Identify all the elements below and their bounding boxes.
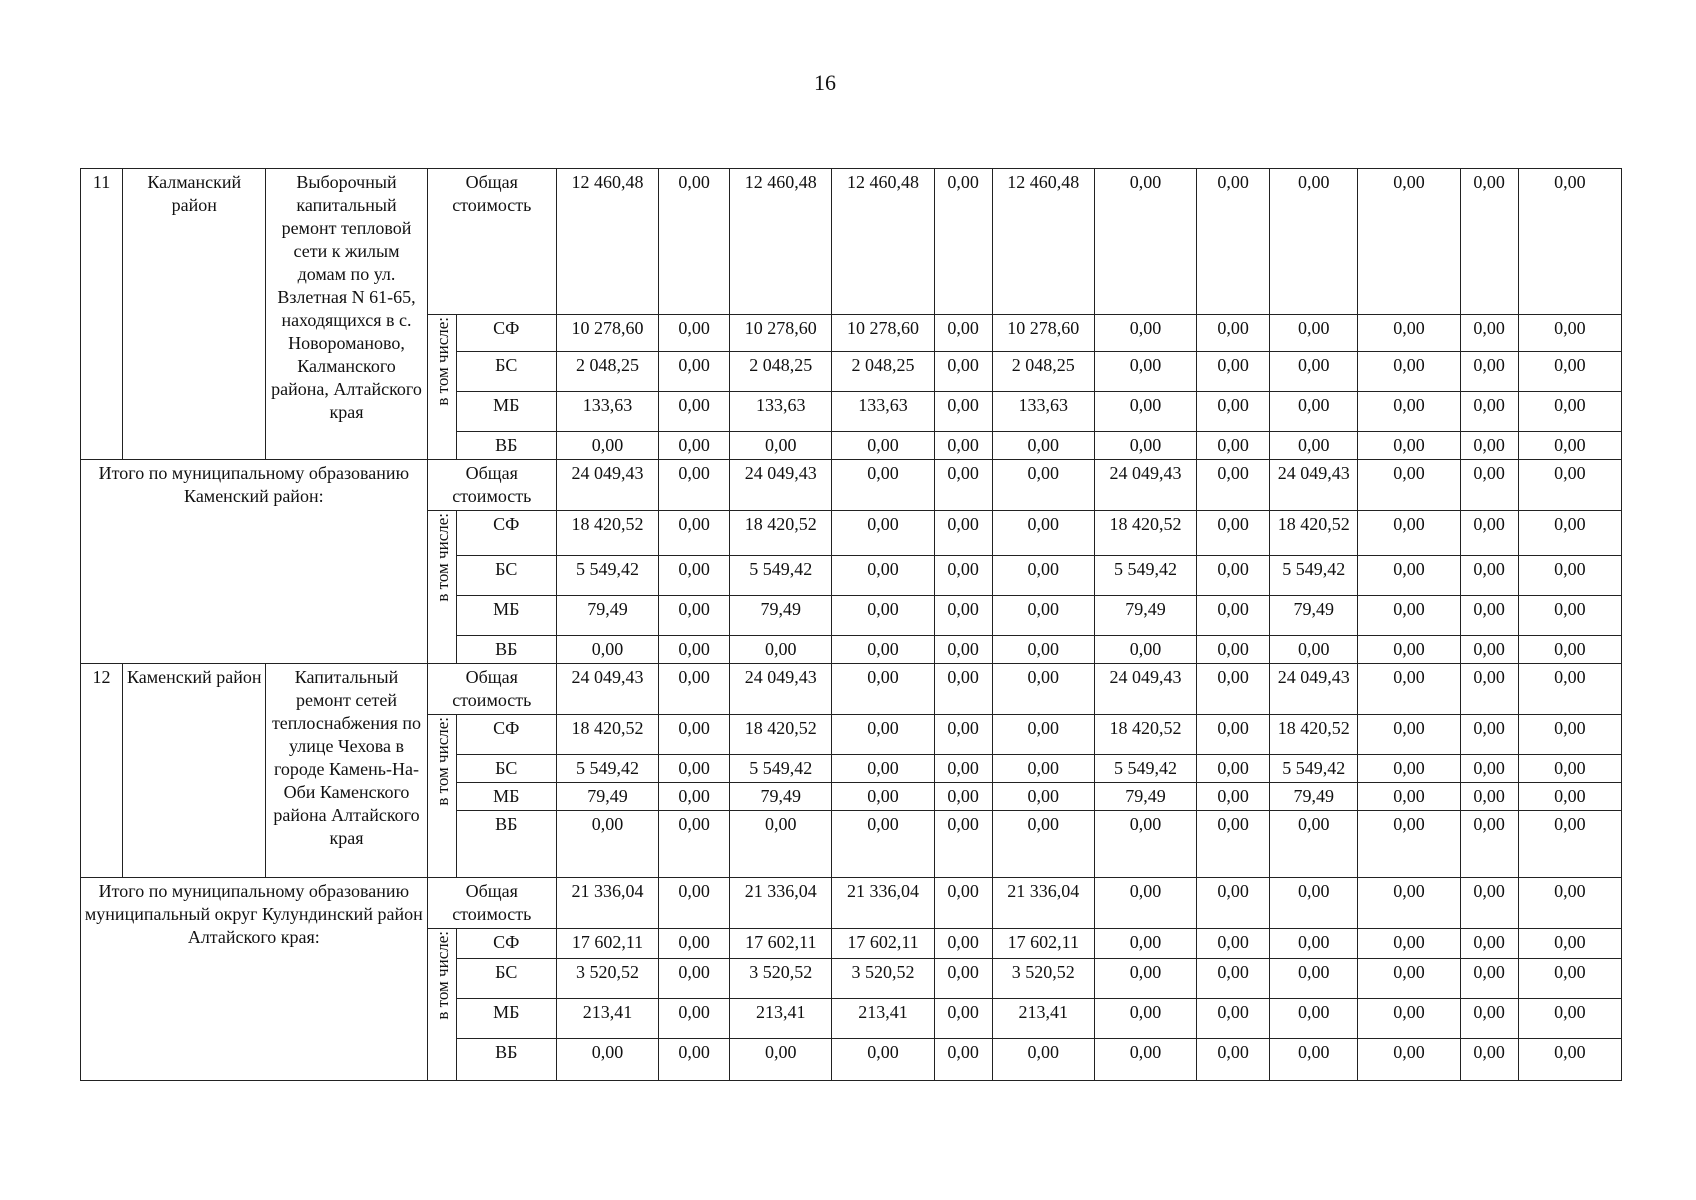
value-cell: 0,00 [1270, 432, 1358, 460]
value-cell: 0,00 [992, 432, 1094, 460]
object-name: Выборочный капитальный ремонт тепловой сети к жилым домам по ул. Взлетная N 61-65, находящихся в с. Новороманово, Калманского района, Алтайского края [266, 169, 427, 460]
value-cell: 3 520,52 [992, 959, 1094, 999]
value-cell: 0,00 [934, 959, 992, 999]
district-name: Калманский район [123, 169, 266, 460]
value-cell: 0,00 [1197, 596, 1270, 636]
source-label-bs: БС [456, 352, 556, 392]
total-cost-label: Общая стоимость [427, 460, 556, 511]
value-cell: 0,00 [934, 315, 992, 352]
source-label-bs: БС [456, 755, 556, 783]
table-row [81, 460, 1622, 511]
district-name: Каменский район [123, 664, 266, 878]
value-cell: 0,00 [1460, 596, 1518, 636]
value-cell: 79,49 [1270, 596, 1358, 636]
value-cell: 0,00 [934, 811, 992, 878]
value-cell: 0,00 [1358, 511, 1460, 556]
value-cell: 0,00 [1270, 636, 1358, 664]
including-label-cell [427, 715, 456, 878]
value-cell: 5 549,42 [1270, 556, 1358, 596]
value-cell: 0,00 [1197, 715, 1270, 755]
value-cell: 0,00 [1518, 878, 1621, 929]
value-cell: 18 420,52 [556, 715, 658, 755]
value-cell: 12 460,48 [556, 169, 658, 315]
value-cell: 0,00 [934, 878, 992, 929]
value-cell: 0,00 [992, 636, 1094, 664]
value-cell: 0,00 [992, 596, 1094, 636]
value-cell: 0,00 [1094, 315, 1196, 352]
value-cell: 0,00 [992, 460, 1094, 511]
value-cell: 0,00 [934, 556, 992, 596]
table-row [81, 878, 1622, 929]
value-cell: 0,00 [1358, 315, 1460, 352]
value-cell: 0,00 [1197, 811, 1270, 878]
value-cell: 0,00 [1197, 878, 1270, 929]
value-cell: 0,00 [1270, 878, 1358, 929]
value-cell: 0,00 [556, 432, 658, 460]
value-cell: 2 048,25 [832, 352, 934, 392]
value-cell: 0,00 [1094, 636, 1196, 664]
value-cell: 0,00 [1197, 511, 1270, 556]
value-cell: 12 460,48 [730, 169, 832, 315]
value-cell: 0,00 [556, 811, 658, 878]
value-cell: 0,00 [659, 511, 730, 556]
value-cell: 18 420,52 [730, 715, 832, 755]
value-cell: 0,00 [1270, 169, 1358, 315]
value-cell: 213,41 [992, 999, 1094, 1039]
value-cell: 79,49 [556, 783, 658, 811]
value-cell: 24 049,43 [730, 664, 832, 715]
value-cell: 5 549,42 [1094, 556, 1196, 596]
value-cell: 0,00 [1197, 636, 1270, 664]
value-cell: 5 549,42 [556, 556, 658, 596]
value-cell: 17 602,11 [992, 929, 1094, 959]
value-cell: 0,00 [659, 999, 730, 1039]
value-cell: 0,00 [934, 999, 992, 1039]
value-cell: 0,00 [1518, 1039, 1621, 1081]
source-label-sf: СФ [456, 511, 556, 556]
value-cell: 0,00 [659, 315, 730, 352]
source-label-bs: БС [456, 556, 556, 596]
source-label-mb: МБ [456, 596, 556, 636]
source-label-sf: СФ [456, 929, 556, 959]
value-cell: 0,00 [659, 636, 730, 664]
value-cell: 0,00 [934, 715, 992, 755]
value-cell: 0,00 [1358, 432, 1460, 460]
value-cell: 0,00 [1197, 169, 1270, 315]
value-cell: 0,00 [1460, 511, 1518, 556]
page-number: 16 [814, 70, 836, 95]
value-cell: 0,00 [1358, 959, 1460, 999]
value-cell: 0,00 [1518, 315, 1621, 352]
value-cell: 0,00 [659, 715, 730, 755]
value-cell: 79,49 [556, 596, 658, 636]
value-cell: 24 049,43 [556, 664, 658, 715]
source-label-bs: БС [456, 959, 556, 999]
value-cell: 21 336,04 [556, 878, 658, 929]
value-cell: 21 336,04 [832, 878, 934, 929]
value-cell: 0,00 [934, 755, 992, 783]
value-cell: 5 549,42 [730, 556, 832, 596]
value-cell: 0,00 [1358, 1039, 1460, 1081]
value-cell: 24 049,43 [556, 460, 658, 511]
value-cell: 0,00 [1358, 999, 1460, 1039]
financing-table [80, 168, 1622, 1081]
value-cell: 0,00 [1358, 783, 1460, 811]
value-cell: 0,00 [659, 392, 730, 432]
row-number: 12 [81, 664, 123, 878]
value-cell: 18 420,52 [1094, 511, 1196, 556]
total-cost-label: Общая стоимость [427, 169, 556, 315]
value-cell: 79,49 [730, 596, 832, 636]
value-cell: 0,00 [1518, 460, 1621, 511]
value-cell: 0,00 [832, 596, 934, 636]
value-cell: 0,00 [1518, 352, 1621, 392]
value-cell: 0,00 [1270, 315, 1358, 352]
source-label-sf: СФ [456, 315, 556, 352]
value-cell: 0,00 [1358, 811, 1460, 878]
value-cell: 0,00 [1094, 811, 1196, 878]
value-cell: 0,00 [1358, 636, 1460, 664]
value-cell: 0,00 [1270, 929, 1358, 959]
value-cell: 0,00 [1518, 636, 1621, 664]
value-cell: 0,00 [659, 783, 730, 811]
value-cell: 0,00 [659, 169, 730, 315]
value-cell: 10 278,60 [992, 315, 1094, 352]
value-cell: 213,41 [556, 999, 658, 1039]
source-label-mb: МБ [456, 999, 556, 1039]
value-cell: 0,00 [1197, 392, 1270, 432]
value-cell: 0,00 [1518, 929, 1621, 959]
source-label-sf: СФ [456, 715, 556, 755]
value-cell: 0,00 [1358, 755, 1460, 783]
value-cell: 0,00 [1197, 959, 1270, 999]
value-cell: 0,00 [1197, 1039, 1270, 1081]
including-label-cell [427, 315, 456, 460]
value-cell: 12 460,48 [832, 169, 934, 315]
value-cell: 2 048,25 [992, 352, 1094, 392]
value-cell: 0,00 [1460, 169, 1518, 315]
value-cell: 0,00 [1460, 878, 1518, 929]
value-cell: 0,00 [992, 511, 1094, 556]
value-cell: 0,00 [992, 664, 1094, 715]
value-cell: 0,00 [934, 460, 992, 511]
value-cell: 0,00 [1270, 1039, 1358, 1081]
value-cell: 0,00 [832, 432, 934, 460]
value-cell: 0,00 [1518, 556, 1621, 596]
value-cell: 0,00 [1460, 664, 1518, 715]
value-cell: 0,00 [1460, 755, 1518, 783]
value-cell: 133,63 [730, 392, 832, 432]
value-cell: 17 602,11 [730, 929, 832, 959]
total-cost-label: Общая стоимость [427, 878, 556, 929]
table-row [81, 664, 1622, 715]
value-cell: 21 336,04 [992, 878, 1094, 929]
subtotal-title: Итого по муниципальному образованию Каменский район: [81, 460, 428, 664]
value-cell: 0,00 [934, 392, 992, 432]
value-cell: 0,00 [1358, 392, 1460, 432]
value-cell: 0,00 [659, 959, 730, 999]
value-cell: 0,00 [1358, 596, 1460, 636]
value-cell: 0,00 [934, 352, 992, 392]
value-cell: 0,00 [832, 715, 934, 755]
value-cell: 0,00 [1358, 460, 1460, 511]
value-cell: 0,00 [659, 596, 730, 636]
value-cell: 0,00 [1358, 664, 1460, 715]
value-cell: 0,00 [832, 783, 934, 811]
source-label-vb: ВБ [456, 636, 556, 664]
value-cell: 0,00 [1358, 169, 1460, 315]
value-cell: 0,00 [1460, 929, 1518, 959]
value-cell: 5 549,42 [1270, 755, 1358, 783]
value-cell: 0,00 [1094, 878, 1196, 929]
including-label: в том числе: [432, 317, 452, 406]
value-cell: 2 048,25 [730, 352, 832, 392]
value-cell: 0,00 [730, 636, 832, 664]
including-label-cell [427, 929, 456, 1081]
value-cell: 0,00 [1518, 432, 1621, 460]
value-cell: 3 520,52 [556, 959, 658, 999]
value-cell: 5 549,42 [1094, 755, 1196, 783]
value-cell: 0,00 [659, 755, 730, 783]
value-cell: 0,00 [1460, 715, 1518, 755]
value-cell: 0,00 [1358, 878, 1460, 929]
value-cell: 10 278,60 [556, 315, 658, 352]
including-label: в том числе: [432, 931, 452, 1020]
value-cell: 0,00 [1358, 929, 1460, 959]
value-cell: 0,00 [1518, 811, 1621, 878]
value-cell: 0,00 [1460, 636, 1518, 664]
value-cell: 0,00 [934, 783, 992, 811]
source-label-vb: ВБ [456, 811, 556, 878]
source-label-mb: МБ [456, 392, 556, 432]
value-cell: 0,00 [1197, 783, 1270, 811]
value-cell: 0,00 [659, 432, 730, 460]
value-cell: 0,00 [659, 556, 730, 596]
value-cell: 0,00 [1460, 783, 1518, 811]
value-cell: 0,00 [832, 636, 934, 664]
value-cell: 0,00 [659, 878, 730, 929]
value-cell: 21 336,04 [730, 878, 832, 929]
value-cell: 24 049,43 [1270, 664, 1358, 715]
value-cell: 3 520,52 [730, 959, 832, 999]
value-cell: 79,49 [730, 783, 832, 811]
value-cell: 0,00 [730, 432, 832, 460]
value-cell: 0,00 [1197, 929, 1270, 959]
value-cell: 0,00 [934, 636, 992, 664]
value-cell: 0,00 [1518, 783, 1621, 811]
value-cell: 79,49 [1270, 783, 1358, 811]
value-cell: 0,00 [1094, 352, 1196, 392]
value-cell: 0,00 [1460, 432, 1518, 460]
value-cell: 0,00 [832, 511, 934, 556]
value-cell: 133,63 [832, 392, 934, 432]
value-cell: 0,00 [1518, 392, 1621, 432]
value-cell: 213,41 [832, 999, 934, 1039]
value-cell: 17 602,11 [832, 929, 934, 959]
value-cell: 0,00 [1270, 811, 1358, 878]
value-cell: 24 049,43 [1094, 664, 1196, 715]
value-cell: 0,00 [1197, 432, 1270, 460]
value-cell: 0,00 [832, 811, 934, 878]
value-cell: 0,00 [556, 636, 658, 664]
value-cell: 18 420,52 [1270, 715, 1358, 755]
value-cell: 18 420,52 [1094, 715, 1196, 755]
value-cell: 0,00 [1197, 999, 1270, 1039]
value-cell: 0,00 [659, 1039, 730, 1081]
value-cell: 0,00 [1270, 352, 1358, 392]
value-cell: 79,49 [1094, 783, 1196, 811]
value-cell: 18 420,52 [1270, 511, 1358, 556]
value-cell: 0,00 [1094, 1039, 1196, 1081]
subtotal-title: Итого по муниципальному образованию муниципальный округ Кулундинский район Алтайского края: [81, 878, 428, 1081]
value-cell: 24 049,43 [730, 460, 832, 511]
value-cell: 3 520,52 [832, 959, 934, 999]
value-cell: 0,00 [1460, 392, 1518, 432]
value-cell: 0,00 [1094, 169, 1196, 315]
value-cell: 0,00 [992, 755, 1094, 783]
source-label-mb: МБ [456, 783, 556, 811]
value-cell: 0,00 [1094, 432, 1196, 460]
value-cell: 24 049,43 [1270, 460, 1358, 511]
value-cell: 0,00 [992, 1039, 1094, 1081]
value-cell: 0,00 [832, 460, 934, 511]
including-label: в том числе: [432, 513, 452, 602]
value-cell: 18 420,52 [556, 511, 658, 556]
including-label-cell [427, 511, 456, 664]
value-cell: 0,00 [1460, 556, 1518, 596]
value-cell: 0,00 [1270, 999, 1358, 1039]
value-cell: 0,00 [556, 1039, 658, 1081]
value-cell: 0,00 [1518, 596, 1621, 636]
value-cell: 0,00 [1358, 556, 1460, 596]
value-cell: 0,00 [1460, 460, 1518, 511]
value-cell: 10 278,60 [730, 315, 832, 352]
value-cell: 0,00 [1197, 460, 1270, 511]
value-cell: 12 460,48 [992, 169, 1094, 315]
value-cell: 0,00 [659, 929, 730, 959]
value-cell: 0,00 [992, 811, 1094, 878]
value-cell: 0,00 [730, 811, 832, 878]
value-cell: 0,00 [1518, 169, 1621, 315]
value-cell: 0,00 [934, 664, 992, 715]
value-cell: 0,00 [1460, 1039, 1518, 1081]
value-cell: 0,00 [730, 1039, 832, 1081]
source-label-vb: ВБ [456, 432, 556, 460]
value-cell: 0,00 [1518, 511, 1621, 556]
value-cell: 0,00 [1270, 959, 1358, 999]
row-number: 11 [81, 169, 123, 460]
value-cell: 0,00 [832, 1039, 934, 1081]
value-cell: 0,00 [1197, 664, 1270, 715]
value-cell: 0,00 [1358, 352, 1460, 392]
value-cell: 133,63 [556, 392, 658, 432]
value-cell: 0,00 [1460, 352, 1518, 392]
value-cell: 0,00 [1518, 664, 1621, 715]
value-cell: 0,00 [1197, 755, 1270, 783]
value-cell: 0,00 [659, 811, 730, 878]
table-row [81, 169, 1622, 315]
value-cell: 2 048,25 [556, 352, 658, 392]
value-cell: 0,00 [1358, 715, 1460, 755]
value-cell: 17 602,11 [556, 929, 658, 959]
value-cell: 0,00 [1094, 929, 1196, 959]
total-cost-label: Общая стоимость [427, 664, 556, 715]
value-cell: 0,00 [1518, 959, 1621, 999]
value-cell: 0,00 [1460, 999, 1518, 1039]
value-cell: 0,00 [992, 715, 1094, 755]
value-cell: 133,63 [992, 392, 1094, 432]
value-cell: 0,00 [832, 556, 934, 596]
value-cell: 5 549,42 [730, 755, 832, 783]
value-cell: 0,00 [659, 352, 730, 392]
value-cell: 0,00 [659, 460, 730, 511]
value-cell: 0,00 [1460, 959, 1518, 999]
including-label: в том числе: [432, 717, 452, 806]
value-cell: 0,00 [832, 664, 934, 715]
value-cell: 18 420,52 [730, 511, 832, 556]
value-cell: 5 549,42 [556, 755, 658, 783]
value-cell: 0,00 [832, 755, 934, 783]
value-cell: 0,00 [1518, 715, 1621, 755]
value-cell: 79,49 [1094, 596, 1196, 636]
value-cell: 0,00 [1197, 315, 1270, 352]
value-cell: 24 049,43 [1094, 460, 1196, 511]
value-cell: 0,00 [1197, 556, 1270, 596]
value-cell: 0,00 [1094, 999, 1196, 1039]
value-cell: 0,00 [992, 783, 1094, 811]
value-cell: 0,00 [934, 432, 992, 460]
source-label-vb: ВБ [456, 1039, 556, 1081]
value-cell: 0,00 [934, 1039, 992, 1081]
object-name: Капитальный ремонт сетей теплоснабжения по улице Чехова в городе Камень-На-Оби Каменского района Алтайского края [266, 664, 427, 878]
value-cell: 0,00 [1094, 392, 1196, 432]
value-cell: 0,00 [1460, 315, 1518, 352]
value-cell: 0,00 [1270, 392, 1358, 432]
value-cell: 213,41 [730, 999, 832, 1039]
value-cell: 0,00 [934, 169, 992, 315]
value-cell: 0,00 [1197, 352, 1270, 392]
value-cell: 0,00 [659, 664, 730, 715]
value-cell: 0,00 [1460, 811, 1518, 878]
value-cell: 0,00 [1094, 959, 1196, 999]
value-cell: 0,00 [934, 929, 992, 959]
value-cell: 0,00 [934, 511, 992, 556]
value-cell: 0,00 [1518, 999, 1621, 1039]
value-cell: 10 278,60 [832, 315, 934, 352]
value-cell: 0,00 [992, 556, 1094, 596]
value-cell: 0,00 [934, 596, 992, 636]
value-cell: 0,00 [1518, 755, 1621, 783]
